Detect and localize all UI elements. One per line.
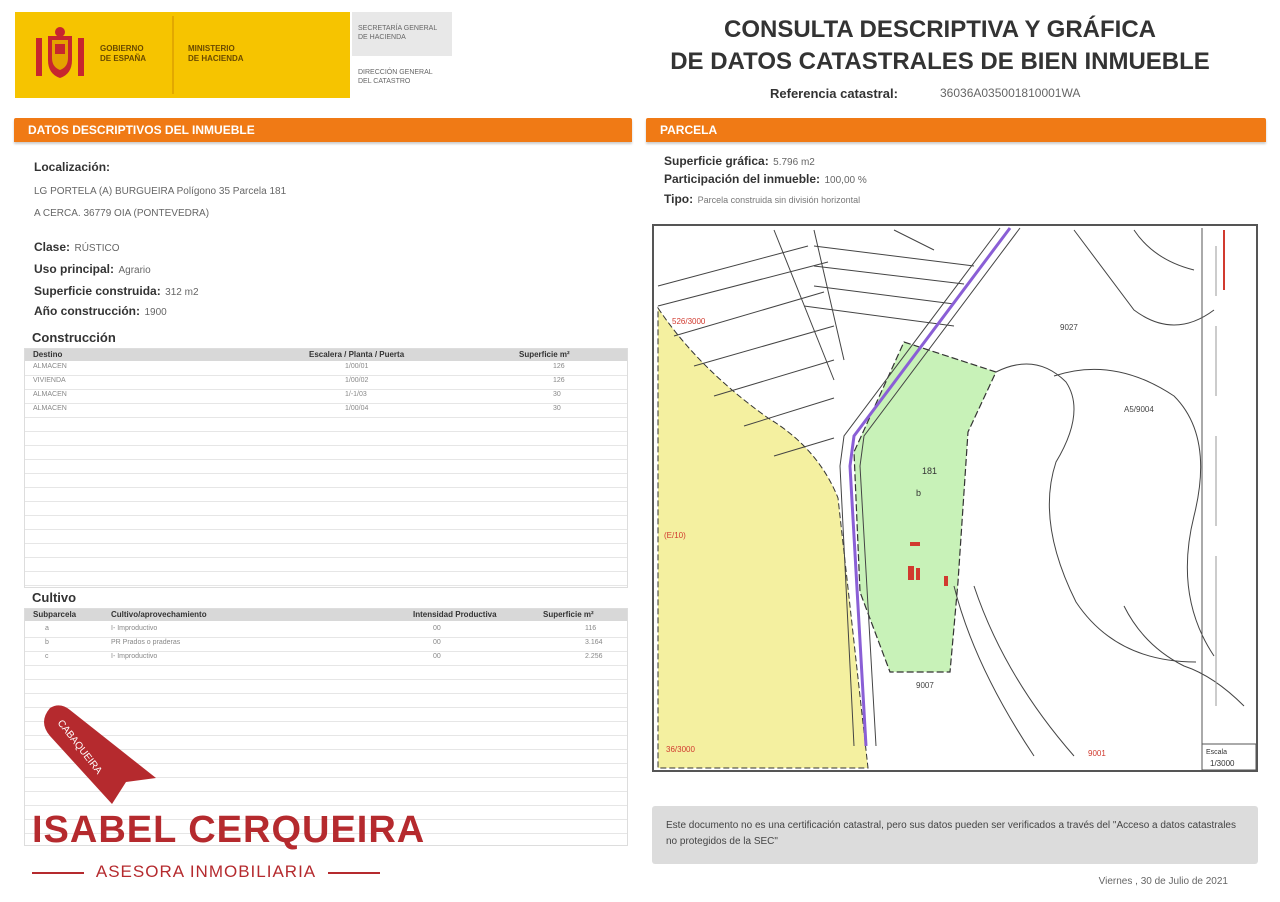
table-cell: 126 bbox=[553, 363, 565, 370]
tipo-label: Tipo: bbox=[664, 192, 694, 206]
document-title bbox=[640, 14, 1240, 78]
map-red-label-3: 36/3000 bbox=[666, 745, 695, 754]
participacion-field bbox=[664, 170, 867, 188]
map-label-parcel: 181 bbox=[922, 466, 938, 476]
clase-field bbox=[34, 238, 119, 256]
table-cell: 1/00/01 bbox=[345, 363, 369, 370]
sup-grafica-value: 5.796 m2 bbox=[773, 157, 815, 168]
table-cell: 30 bbox=[553, 405, 561, 412]
construccion-header-planta: Escalera / Planta / Puerta bbox=[309, 350, 405, 359]
notice-text: Este documento no es una certificación catastral, pero sus datos pueden ser verificados a través del "Acceso a datos catastrales no protegidos de la SEC" bbox=[666, 820, 1236, 847]
cultivo-header-intensidad: Intensidad Productiva bbox=[413, 610, 497, 619]
participacion-label: Participación del inmueble: bbox=[664, 172, 821, 186]
cabaqueira-ribbon-icon bbox=[36, 704, 158, 808]
uso-field bbox=[34, 260, 151, 278]
ref-value: 36036A035001810001WA bbox=[940, 86, 1081, 100]
table-cell: 30 bbox=[553, 391, 561, 398]
table-cell: ALMACEN bbox=[33, 391, 67, 398]
localizacion-line-2: A CERCA. 36779 OIA (PONTEVEDRA) bbox=[34, 208, 210, 219]
construccion-header-destino: Destino bbox=[33, 350, 63, 359]
construccion-header-superficie: Superficie m² bbox=[519, 350, 570, 359]
table-cell: c bbox=[45, 653, 49, 660]
map-red-label-2: (E/10) bbox=[664, 531, 686, 540]
table-cell: I- Improductivo bbox=[111, 653, 158, 660]
table-row bbox=[25, 501, 627, 516]
scale-value: 1/3000 bbox=[1210, 759, 1235, 768]
table-cell: 1/00/04 bbox=[345, 405, 369, 412]
table-cell: 2.256 bbox=[585, 653, 603, 660]
ref-label: Referencia catastral: bbox=[770, 86, 898, 101]
table-cell: a bbox=[45, 625, 49, 632]
coat-of-arms-icon bbox=[28, 24, 92, 86]
construccion-rows bbox=[25, 361, 627, 585]
table-row bbox=[25, 431, 627, 446]
map-label-neighbor-1: 9027 bbox=[1060, 323, 1078, 332]
superficie-label: Superficie construida: bbox=[34, 284, 161, 298]
table-cell: 00 bbox=[433, 625, 441, 632]
clase-label: Clase: bbox=[34, 240, 71, 254]
parcel-lines-right bbox=[954, 230, 1244, 756]
title-line-1: CONSULTA DESCRIPTIVA Y GRÁFICA bbox=[723, 16, 1157, 43]
table-row bbox=[25, 389, 627, 404]
table-cell: 00 bbox=[433, 639, 441, 646]
table-cell: 116 bbox=[585, 625, 597, 632]
table-cell: PR Prados o praderas bbox=[111, 639, 181, 646]
table-row bbox=[25, 543, 627, 558]
cultivo-header-subparcela: Subparcela bbox=[33, 610, 77, 619]
construccion-header bbox=[25, 349, 627, 361]
table-row bbox=[25, 417, 627, 432]
table-row bbox=[25, 651, 627, 666]
localizacion-line-1: LG PORTELA (A) BURGUEIRA Polígono 35 Parcela 181 bbox=[34, 186, 287, 197]
direccion-text: DIRECCIÓN GENERAL DEL CATASTRO bbox=[358, 69, 433, 85]
tipo-field bbox=[664, 190, 860, 208]
title-line-2: DE DATOS CATASTRALES DE BIEN INMUEBLE bbox=[670, 48, 1210, 75]
table-row bbox=[25, 375, 627, 390]
secretaria-text: SECRETARÍA GENERAL DE HACIENDA bbox=[358, 25, 438, 41]
table-cell: 1/-1/03 bbox=[345, 391, 367, 398]
table-row bbox=[25, 571, 627, 586]
table-row bbox=[25, 361, 627, 376]
descriptive-data-bar: DATOS DESCRIPTIVOS DEL INMUEBLE bbox=[14, 118, 632, 142]
uso-value: Agrario bbox=[118, 265, 151, 276]
table-cell: 3.164 bbox=[585, 639, 603, 646]
logo-divider bbox=[172, 16, 174, 94]
cadastral-map[interactable] bbox=[652, 224, 1258, 772]
table-row bbox=[25, 623, 627, 638]
table-row bbox=[25, 487, 627, 502]
ministerio-text: MINISTERIO DE HACIENDA bbox=[188, 44, 244, 63]
map-label-neighbor-2: A5/9004 bbox=[1124, 405, 1154, 414]
table-cell: 00 bbox=[433, 653, 441, 660]
table-row bbox=[25, 557, 627, 572]
map-label-subparcel: b bbox=[916, 488, 922, 498]
tipo-value: Parcela construida sin división horizontal bbox=[697, 195, 861, 205]
table-row bbox=[25, 445, 627, 460]
table-cell: 126 bbox=[553, 377, 565, 384]
table-cell: I- Improductivo bbox=[111, 625, 158, 632]
parcela-bar: PARCELA bbox=[646, 118, 1266, 142]
clase-value: RÚSTICO bbox=[74, 243, 120, 254]
sup-grafica-field bbox=[664, 152, 815, 170]
table-cell: 1/00/02 bbox=[345, 377, 369, 384]
table-row bbox=[25, 473, 627, 488]
ribbon-text: CABAQUEIRA bbox=[54, 718, 104, 777]
scale-label: Escala bbox=[1206, 749, 1228, 756]
anio-field bbox=[34, 302, 167, 320]
cultivo-header bbox=[25, 609, 627, 621]
superficie-value: 312 m2 bbox=[165, 287, 199, 298]
table-row bbox=[25, 529, 627, 544]
construccion-table bbox=[24, 348, 628, 588]
anio-value: 1900 bbox=[144, 307, 167, 318]
anio-label: Año construcción: bbox=[34, 304, 141, 318]
participacion-value: 100,00 % bbox=[824, 175, 867, 186]
superficie-field bbox=[34, 282, 199, 300]
date-text: Viernes , 30 de Julio de 2021 bbox=[1098, 876, 1228, 887]
table-row bbox=[25, 665, 627, 680]
cultivo-header-cultivo: Cultivo/aprovechamiento bbox=[111, 610, 207, 619]
table-row bbox=[25, 403, 627, 418]
map-label-neighbor-3: 9007 bbox=[916, 681, 934, 690]
cultivo-title: Cultivo bbox=[32, 590, 77, 605]
logo-line-right bbox=[328, 872, 380, 874]
construccion-title: Construcción bbox=[32, 330, 116, 345]
sup-grafica-label: Superficie gráfica: bbox=[664, 154, 769, 168]
table-cell: ALMACEN bbox=[33, 363, 67, 370]
gobierno-text: GOBIERNO DE ESPAÑA bbox=[100, 44, 147, 63]
table-row bbox=[25, 679, 627, 694]
uso-label: Uso principal: bbox=[34, 262, 115, 276]
logo-name: ISABEL CERQUEIRA bbox=[32, 809, 426, 851]
table-row bbox=[25, 515, 627, 530]
map-red-label-4: 9001 bbox=[1088, 749, 1106, 758]
table-cell: VIVIENDA bbox=[33, 377, 66, 384]
table-row bbox=[25, 637, 627, 652]
localizacion-label: Localización: bbox=[34, 160, 111, 174]
map-drawing bbox=[654, 226, 1256, 770]
map-red-label-1: 526/3000 bbox=[672, 317, 706, 326]
table-cell: b bbox=[45, 639, 49, 646]
logo-subtitle: ASESORA INMOBILIARIA bbox=[95, 862, 317, 881]
cultivo-header-superficie: Superficie m² bbox=[543, 610, 594, 619]
table-row bbox=[25, 459, 627, 474]
green-parcel-area bbox=[854, 342, 996, 672]
yellow-field-area bbox=[658, 308, 868, 768]
table-cell: ALMACEN bbox=[33, 405, 67, 412]
